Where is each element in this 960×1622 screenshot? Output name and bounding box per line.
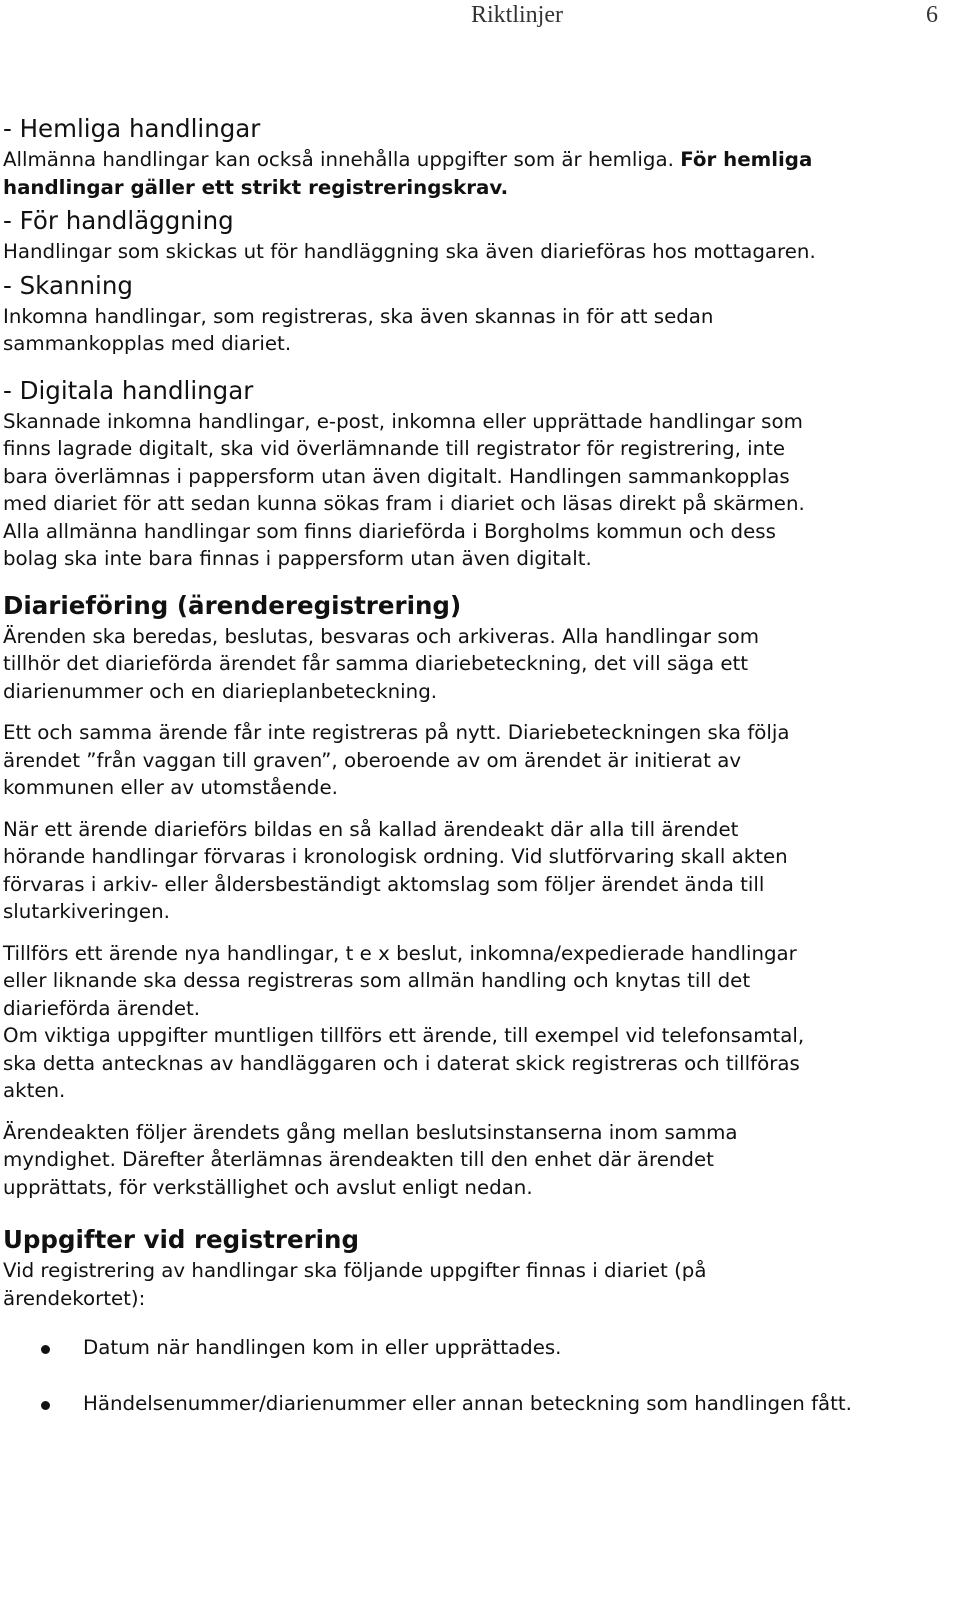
subheading-handlaggning: - För handläggning [3, 206, 234, 235]
paragraph-line: Ärendeakten följer ärendets gång mellan beslutsinstanserna inom samma [3, 1120, 738, 1144]
paragraph-line: bolag ska inte bara finnas i pappersform utan även digitalt. [3, 547, 592, 570]
paragraph-line: När ett ärende diarieförs bildas en så kallad ärendeakt där alla till ärendet [3, 817, 739, 841]
paragraph-line: finns lagrade digitalt, ska vid överlämnande till registrator för registrering, inte [3, 437, 786, 460]
section-heading-uppgifter: Uppgifter vid registrering [3, 1225, 360, 1254]
paragraph-line: myndighet. Därefter återlämnas ärendeakten till den enhet där ärendet [3, 1148, 714, 1171]
paragraph-line: Tillförs ett ärende nya handlingar, t e x beslut, inkomna/expedierade handlingar [3, 941, 797, 965]
list-item-text: Datum när handlingen kom in eller upprättades. [83, 1336, 562, 1359]
paragraph-line: Handlingar som skickas ut för handläggning ska även diarieföras hos mottagaren. [3, 240, 816, 263]
paragraph-line: ärendet ”från vaggan till graven”, oberoende av om ärendet är initierat av [3, 748, 742, 772]
subheading-hemliga: - Hemliga handlingar [3, 114, 261, 143]
list-item [3, 1334, 948, 1362]
paragraph-line: ärendekortet): [3, 1286, 146, 1310]
paragraph-line-bold: handlingar gäller ett strikt registreringskrav. [3, 175, 509, 199]
paragraph-line: slutarkiveringen. [3, 900, 170, 923]
subheading-skanning: - Skanning [3, 270, 133, 300]
paragraph-line: tillhör det diarieförda ärendet får samma diariebeteckning, det vill säga ett [3, 652, 749, 675]
paragraph-line: ska detta antecknas av handläggaren och i daterat skick registreras och tillföras [3, 1051, 800, 1075]
paragraph-line: akten. [3, 1079, 66, 1102]
paragraph-line: diarienummer och en diarieplanbeteckning. [3, 679, 438, 703]
paragraph-line: Ärenden ska beredas, beslutas, besvaras och arkiveras. Alla handlingar som [3, 624, 760, 648]
paragraph-line: bara överlämnas i pappersform utan även digitalt. Handlingen sammankopplas [3, 464, 790, 488]
header-title: Riktlinjer [471, 2, 563, 28]
list-item [3, 1390, 948, 1418]
paragraph-line [3, 146, 948, 174]
page-number: 6 [926, 2, 938, 28]
paragraph-line: upprättats, för verkställighet och avslut enligt nedan. [3, 1175, 533, 1199]
section-heading-diarieforing: Diarieföring (ärenderegistrering) [3, 590, 462, 620]
paragraph-line: Om viktiga uppgifter muntligen tillförs ett ärende, till exempel vid telefonsamtal, [3, 1024, 805, 1047]
bullet-list [3, 1334, 948, 1417]
subheading-digitala: - Digitala handlingar [3, 375, 254, 405]
paragraph-line: kommunen eller av utomstående. [3, 776, 338, 799]
document-body [3, 112, 948, 1445]
paragraph-line: Alla allmänna handlingar som finns diarieförda i Borgholms kommun och dess [3, 519, 776, 543]
page-header [0, 0, 960, 40]
paragraph-line: Skannade inkomna handlingar, e-post, inkomna eller upprättade handlingar som [3, 409, 803, 433]
text-normal: Allmänna handlingar kan också innehålla uppgifter som är hemliga. [3, 148, 681, 171]
paragraph-line: eller liknande ska dessa registreras som allmän handling och knytas till det [3, 969, 751, 992]
bullet-icon [41, 1345, 50, 1354]
paragraph-line: hörande handlingar förvaras i kronologisk ordning. Vid slutförvaring skall akten [3, 845, 788, 868]
text-bold: För hemliga [680, 148, 813, 171]
paragraph-line: Ett och samma ärende får inte registreras på nytt. Diariebeteckningen ska följa [3, 721, 790, 744]
paragraph-line: Inkomna handlingar, som registreras, ska även skannas in för att sedan [3, 304, 714, 328]
paragraph-line: sammankopplas med diariet. [3, 332, 292, 355]
paragraph-line: Vid registrering av handlingar ska följande uppgifter finnas i diariet (på [3, 1259, 707, 1282]
list-item-text: Händelsenummer/diarienummer eller annan beteckning som handlingen fått. [83, 1391, 852, 1415]
bullet-icon [41, 1401, 50, 1410]
paragraph-line: med diariet för att sedan kunna sökas fram i diariet och läsas direkt på skärmen. [3, 492, 805, 515]
paragraph-line: diarieförda ärendet. [3, 996, 201, 1020]
paragraph-line: förvaras i arkiv- eller åldersbeständigt aktomslag som följer ärendet ända till [3, 872, 765, 896]
